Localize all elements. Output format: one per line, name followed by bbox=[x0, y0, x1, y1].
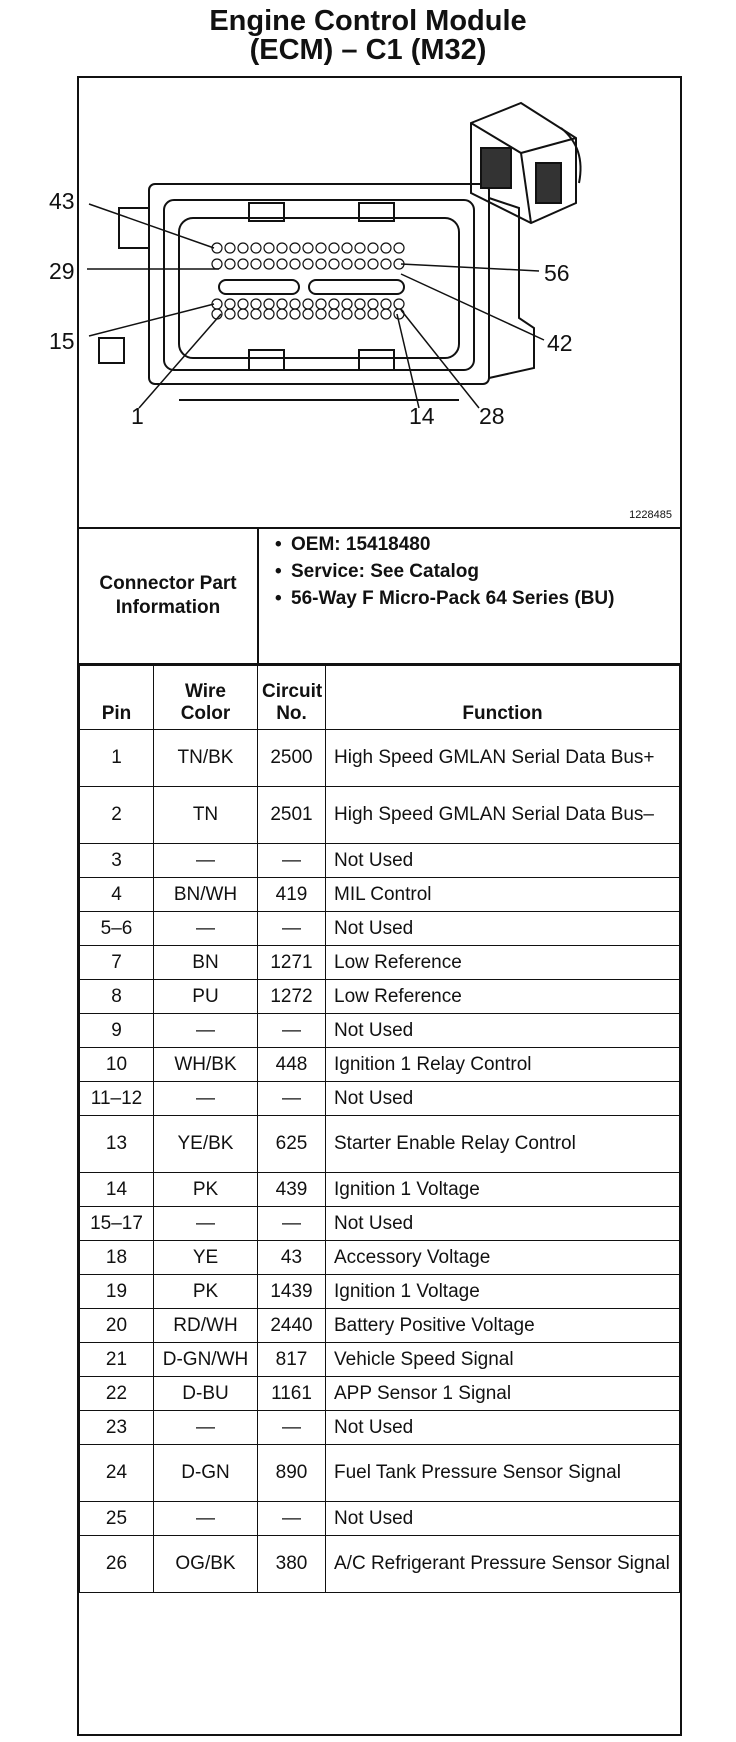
wire-color-cell: — bbox=[154, 1207, 258, 1241]
wire-color-cell: — bbox=[154, 844, 258, 878]
table-row bbox=[80, 1048, 680, 1082]
function-cell: A/C Refrigerant Pressure Sensor Signal bbox=[326, 1536, 680, 1593]
wire-color-cell: TN bbox=[154, 787, 258, 844]
connector-description: • 56-Way F Micro-Pack 64 Series (BU) bbox=[269, 587, 669, 610]
table-row bbox=[80, 1173, 680, 1207]
function-cell: High Speed GMLAN Serial Data Bus– bbox=[326, 787, 680, 844]
pin-cell: 3 bbox=[80, 844, 154, 878]
pin-cell: 2 bbox=[80, 787, 154, 844]
wire-color-cell: YE/BK bbox=[154, 1116, 258, 1173]
pin-cell: 24 bbox=[80, 1445, 154, 1502]
wire-color-cell: PK bbox=[154, 1173, 258, 1207]
wire-color-cell: BN/WH bbox=[154, 878, 258, 912]
circuit-cell: — bbox=[258, 1014, 326, 1048]
function-cell: Not Used bbox=[326, 1411, 680, 1445]
header-function: Function bbox=[326, 666, 680, 730]
pin-cell: 4 bbox=[80, 878, 154, 912]
oem-part-number: • OEM: 15418480 bbox=[269, 533, 669, 556]
wire-color-cell: D-GN/WH bbox=[154, 1343, 258, 1377]
function-cell: High Speed GMLAN Serial Data Bus+ bbox=[326, 730, 680, 787]
pin-cell: 19 bbox=[80, 1275, 154, 1309]
circuit-cell: 1271 bbox=[258, 946, 326, 980]
pin-cell: 1 bbox=[80, 730, 154, 787]
table-row bbox=[80, 1411, 680, 1445]
function-cell: Ignition 1 Voltage bbox=[326, 1173, 680, 1207]
page-title-line1: Engine Control Module bbox=[209, 5, 527, 37]
function-cell: Ignition 1 Relay Control bbox=[326, 1048, 680, 1082]
function-cell: Low Reference bbox=[326, 980, 680, 1014]
wire-color-cell: RD/WH bbox=[154, 1309, 258, 1343]
wire-color-cell: WH/BK bbox=[154, 1048, 258, 1082]
pin-cell: 15–17 bbox=[80, 1207, 154, 1241]
circuit-cell: 1161 bbox=[258, 1377, 326, 1411]
wire-color-cell: — bbox=[154, 1411, 258, 1445]
service-part: • Service: See Catalog bbox=[269, 560, 669, 583]
table-row bbox=[80, 1207, 680, 1241]
wire-color-cell: TN/BK bbox=[154, 730, 258, 787]
circuit-cell: — bbox=[258, 844, 326, 878]
pin-cell: 18 bbox=[80, 1241, 154, 1275]
pin-cell: 20 bbox=[80, 1309, 154, 1343]
table-row bbox=[80, 878, 680, 912]
wire-color-cell: OG/BK bbox=[154, 1536, 258, 1593]
pin-label-15: 15 bbox=[49, 328, 75, 354]
wire-color-cell: — bbox=[154, 912, 258, 946]
function-cell: APP Sensor 1 Signal bbox=[326, 1377, 680, 1411]
page-title-line2: (ECM) – C1 (M32) bbox=[249, 34, 487, 66]
pin-cell: 22 bbox=[80, 1377, 154, 1411]
pin-label-28: 28 bbox=[479, 403, 505, 429]
circuit-cell: 2500 bbox=[258, 730, 326, 787]
wire-color-cell: PU bbox=[154, 980, 258, 1014]
function-cell: MIL Control bbox=[326, 878, 680, 912]
pin-cell: 9 bbox=[80, 1014, 154, 1048]
header-circuit: Circuit No. bbox=[258, 666, 326, 730]
circuit-cell: — bbox=[258, 1502, 326, 1536]
pin-cell: 21 bbox=[80, 1343, 154, 1377]
function-cell: Not Used bbox=[326, 1014, 680, 1048]
pin-label-29: 29 bbox=[49, 258, 75, 284]
circuit-cell: — bbox=[258, 1411, 326, 1445]
pin-cell: 14 bbox=[80, 1173, 154, 1207]
circuit-cell: 817 bbox=[258, 1343, 326, 1377]
pin-label-14: 14 bbox=[409, 403, 435, 429]
pin-cell: 23 bbox=[80, 1411, 154, 1445]
connector-3d-icon bbox=[461, 98, 591, 248]
table-row bbox=[80, 980, 680, 1014]
pin-label-1: 1 bbox=[131, 403, 144, 429]
wire-color-cell: PK bbox=[154, 1275, 258, 1309]
table-row bbox=[80, 1377, 680, 1411]
function-cell: Not Used bbox=[326, 1502, 680, 1536]
wire-color-cell: — bbox=[154, 1502, 258, 1536]
pin-cell: 26 bbox=[80, 1536, 154, 1593]
pin-cell: 8 bbox=[80, 980, 154, 1014]
function-cell: Ignition 1 Voltage bbox=[326, 1275, 680, 1309]
circuit-cell: 43 bbox=[258, 1241, 326, 1275]
function-cell: Accessory Voltage bbox=[326, 1241, 680, 1275]
circuit-cell: 439 bbox=[258, 1173, 326, 1207]
connector-info-label: Connector Part Information bbox=[79, 529, 259, 663]
circuit-cell: — bbox=[258, 1082, 326, 1116]
connector-info-details bbox=[269, 533, 669, 614]
pin-label-42: 42 bbox=[547, 330, 573, 356]
function-cell: Not Used bbox=[326, 1082, 680, 1116]
pin-label-56: 56 bbox=[544, 260, 570, 286]
function-cell: Low Reference bbox=[326, 946, 680, 980]
circuit-cell: 890 bbox=[258, 1445, 326, 1502]
function-cell: Starter Enable Relay Control bbox=[326, 1116, 680, 1173]
table-row bbox=[80, 1082, 680, 1116]
circuit-cell: 380 bbox=[258, 1536, 326, 1593]
connector-part-info bbox=[79, 529, 680, 665]
circuit-cell: 1272 bbox=[258, 980, 326, 1014]
wire-color-cell: D-GN bbox=[154, 1445, 258, 1502]
wire-color-cell: — bbox=[154, 1082, 258, 1116]
circuit-cell: 625 bbox=[258, 1116, 326, 1173]
table-row bbox=[80, 730, 680, 787]
table-row bbox=[80, 1014, 680, 1048]
circuit-cell: — bbox=[258, 912, 326, 946]
function-cell: Not Used bbox=[326, 844, 680, 878]
table-row bbox=[80, 912, 680, 946]
table-row bbox=[80, 1502, 680, 1536]
pin-cell: 11–12 bbox=[80, 1082, 154, 1116]
table-row bbox=[80, 946, 680, 980]
table-row bbox=[80, 1343, 680, 1377]
pin-cell: 7 bbox=[80, 946, 154, 980]
circuit-cell: — bbox=[258, 1207, 326, 1241]
circuit-cell: 419 bbox=[258, 878, 326, 912]
table-row bbox=[80, 787, 680, 844]
pin-cell: 13 bbox=[80, 1116, 154, 1173]
pin-cell: 10 bbox=[80, 1048, 154, 1082]
function-cell: Vehicle Speed Signal bbox=[326, 1343, 680, 1377]
table-row bbox=[80, 1116, 680, 1173]
wire-color-cell: — bbox=[154, 1014, 258, 1048]
circuit-cell: 2501 bbox=[258, 787, 326, 844]
wire-color-cell: D-BU bbox=[154, 1377, 258, 1411]
pin-cell: 25 bbox=[80, 1502, 154, 1536]
function-cell: Battery Positive Voltage bbox=[326, 1309, 680, 1343]
table-row bbox=[80, 1241, 680, 1275]
table-row bbox=[80, 1536, 680, 1593]
circuit-cell: 448 bbox=[258, 1048, 326, 1082]
header-pin: Pin bbox=[80, 666, 154, 730]
wire-color-cell: YE bbox=[154, 1241, 258, 1275]
figure-number: 1228485 bbox=[629, 509, 672, 521]
table-row bbox=[80, 1275, 680, 1309]
function-cell: Not Used bbox=[326, 1207, 680, 1241]
function-cell: Not Used bbox=[326, 912, 680, 946]
wire-color-cell: BN bbox=[154, 946, 258, 980]
function-cell: Fuel Tank Pressure Sensor Signal bbox=[326, 1445, 680, 1502]
connector-diagram bbox=[49, 78, 680, 529]
pinout-table bbox=[79, 665, 680, 1593]
circuit-cell: 1439 bbox=[258, 1275, 326, 1309]
connector-document bbox=[49, 76, 682, 1736]
circuit-cell: 2440 bbox=[258, 1309, 326, 1343]
table-row bbox=[80, 844, 680, 878]
pin-label-43: 43 bbox=[49, 188, 75, 214]
pin-cell: 5–6 bbox=[80, 912, 154, 946]
table-row bbox=[80, 1445, 680, 1502]
header-wire-color: Wire Color bbox=[154, 666, 258, 730]
table-row bbox=[80, 1309, 680, 1343]
